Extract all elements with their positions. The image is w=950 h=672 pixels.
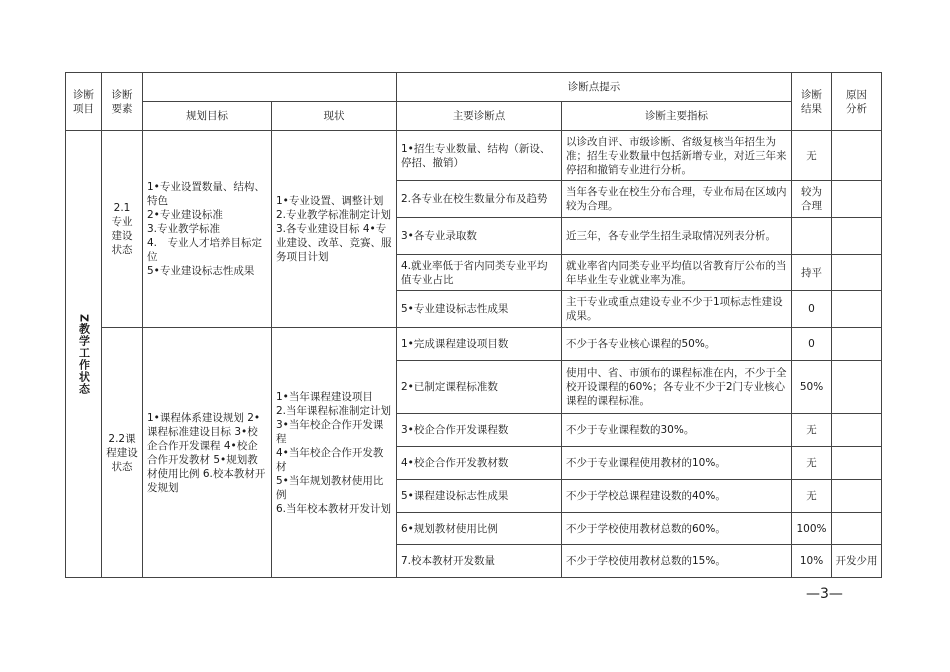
result-cell: 100% bbox=[792, 513, 832, 545]
header-blank bbox=[143, 73, 397, 102]
header-reason: 原因 分析 bbox=[832, 73, 882, 131]
indicator-cell: 主干专业或重点建设专业不少于1项标志性建设成果。 bbox=[562, 291, 792, 328]
header-diagnosis-element: 诊断 要素 bbox=[102, 73, 143, 131]
indicator-cell: 不少于专业课程数的30%。 bbox=[562, 414, 792, 447]
indicator-cell: 当年各专业在校生分布合理，专业布局在区域内较为合理。 bbox=[562, 181, 792, 218]
indicator-cell: 不少于专业课程使用教材的10%。 bbox=[562, 447, 792, 480]
page-number: —3— bbox=[806, 586, 843, 602]
point-cell: 2•已制定课程标准数 bbox=[397, 361, 562, 414]
result-cell: 无 bbox=[792, 414, 832, 447]
result-cell: 无 bbox=[792, 131, 832, 181]
header-hint-group: 诊断点提示 bbox=[397, 73, 792, 102]
header-status: 现状 bbox=[272, 102, 397, 131]
section-label: Z教学工作状态 bbox=[77, 313, 91, 395]
point-cell: 1•完成课程建设项目数 bbox=[397, 328, 562, 361]
header-row-2 bbox=[66, 102, 882, 131]
result-cell: 较为合理 bbox=[792, 181, 832, 218]
table-row bbox=[66, 131, 882, 181]
element-cell: 2.1 专业 建设 状态 bbox=[102, 131, 143, 328]
indicator-cell: 不少于各专业核心课程的50%。 bbox=[562, 328, 792, 361]
reason-cell bbox=[832, 328, 882, 361]
reason-cell bbox=[832, 291, 882, 328]
point-cell: 5•课程建设标志性成果 bbox=[397, 480, 562, 513]
reason-cell bbox=[832, 447, 882, 480]
diagnosis-table bbox=[65, 72, 882, 578]
status-cell: 1•专业设置、调整计划 2.专业教学标准制定计划 3.各专业建设目标 4•专业建设、改革、竞赛、服务项目计划 bbox=[272, 131, 397, 328]
reason-cell bbox=[832, 414, 882, 447]
indicator-cell: 使用中、省、市颁布的课程标准在内，不少于全校开设课程的60%；各专业不少于2门专业核心课程的课程标准。 bbox=[562, 361, 792, 414]
indicator-cell: 以诊改自评、市级诊断、省级复核当年招生为准；招生专业数量中包括新增专业，对近三年来停招和撤销专业进行分析。 bbox=[562, 131, 792, 181]
point-cell: 3•校企合作开发课程数 bbox=[397, 414, 562, 447]
result-cell: 持平 bbox=[792, 255, 832, 291]
reason-cell bbox=[832, 218, 882, 255]
result-cell: 10% bbox=[792, 545, 832, 578]
table-row bbox=[66, 328, 882, 361]
result-cell bbox=[792, 218, 832, 255]
point-cell: 5•专业建设标志性成果 bbox=[397, 291, 562, 328]
indicator-cell: 近三年，各专业学生招生录取情况列表分析。 bbox=[562, 218, 792, 255]
point-cell: 3•各专业录取数 bbox=[397, 218, 562, 255]
point-cell: 2.各专业在校生数量分布及趋势 bbox=[397, 181, 562, 218]
header-row-1 bbox=[66, 73, 882, 102]
result-cell: 无 bbox=[792, 447, 832, 480]
point-cell: 4.就业率低于省内同类专业平均值专业占比 bbox=[397, 255, 562, 291]
header-plan: 规划目标 bbox=[143, 102, 272, 131]
element-cell: 2.2课程建设状态 bbox=[102, 328, 143, 578]
result-cell: 50% bbox=[792, 361, 832, 414]
indicator-cell: 就业率省内同类专业平均值以省教育厅公布的当年毕业生专业就业率为准。 bbox=[562, 255, 792, 291]
reason-cell bbox=[832, 480, 882, 513]
indicator-cell: 不少于学校使用教材总数的60%。 bbox=[562, 513, 792, 545]
reason-cell: 开发少用 bbox=[832, 545, 882, 578]
header-result: 诊断 结果 bbox=[792, 73, 832, 131]
point-cell: 7.校本教材开发数量 bbox=[397, 545, 562, 578]
plan-cell: 1•课程体系建设规划 2•课程标准建设目标 3•校企合作开发课程 4•校企合作开发教材 5•规划教材使用比例 6.校本教材开发规划 bbox=[143, 328, 272, 578]
header-indicator: 诊断主要指标 bbox=[562, 102, 792, 131]
result-cell: 无 bbox=[792, 480, 832, 513]
result-cell: 0 bbox=[792, 291, 832, 328]
result-cell: 0 bbox=[792, 328, 832, 361]
reason-cell bbox=[832, 255, 882, 291]
status-cell: 1•当年课程建设项目 2.当年课程标准制定计划 3•当年校企合作开发课程 4•当年校企合作开发教材 5•当年规划教材使用比例 6.当年校本教材开发计划 bbox=[272, 328, 397, 578]
reason-cell bbox=[832, 131, 882, 181]
point-cell: 6•规划教材使用比例 bbox=[397, 513, 562, 545]
indicator-cell: 不少于学校使用教材总数的15%。 bbox=[562, 545, 792, 578]
point-cell: 1•招生专业数量、结构（新设、停招、撤销） bbox=[397, 131, 562, 181]
plan-cell: 1•专业设置数量、结构、特色 2•专业建设标准 3.专业教学标准 4. 专业人才培养目标定位 5•专业建设标志性成果 bbox=[143, 131, 272, 328]
point-cell: 4•校企合作开发教材数 bbox=[397, 447, 562, 480]
section-label-cell bbox=[66, 131, 102, 578]
reason-cell bbox=[832, 361, 882, 414]
reason-cell bbox=[832, 513, 882, 545]
reason-cell bbox=[832, 181, 882, 218]
header-point: 主要诊断点 bbox=[397, 102, 562, 131]
header-diagnosis-item: 诊断 项目 bbox=[66, 73, 102, 131]
indicator-cell: 不少于学校总课程建设数的40%。 bbox=[562, 480, 792, 513]
